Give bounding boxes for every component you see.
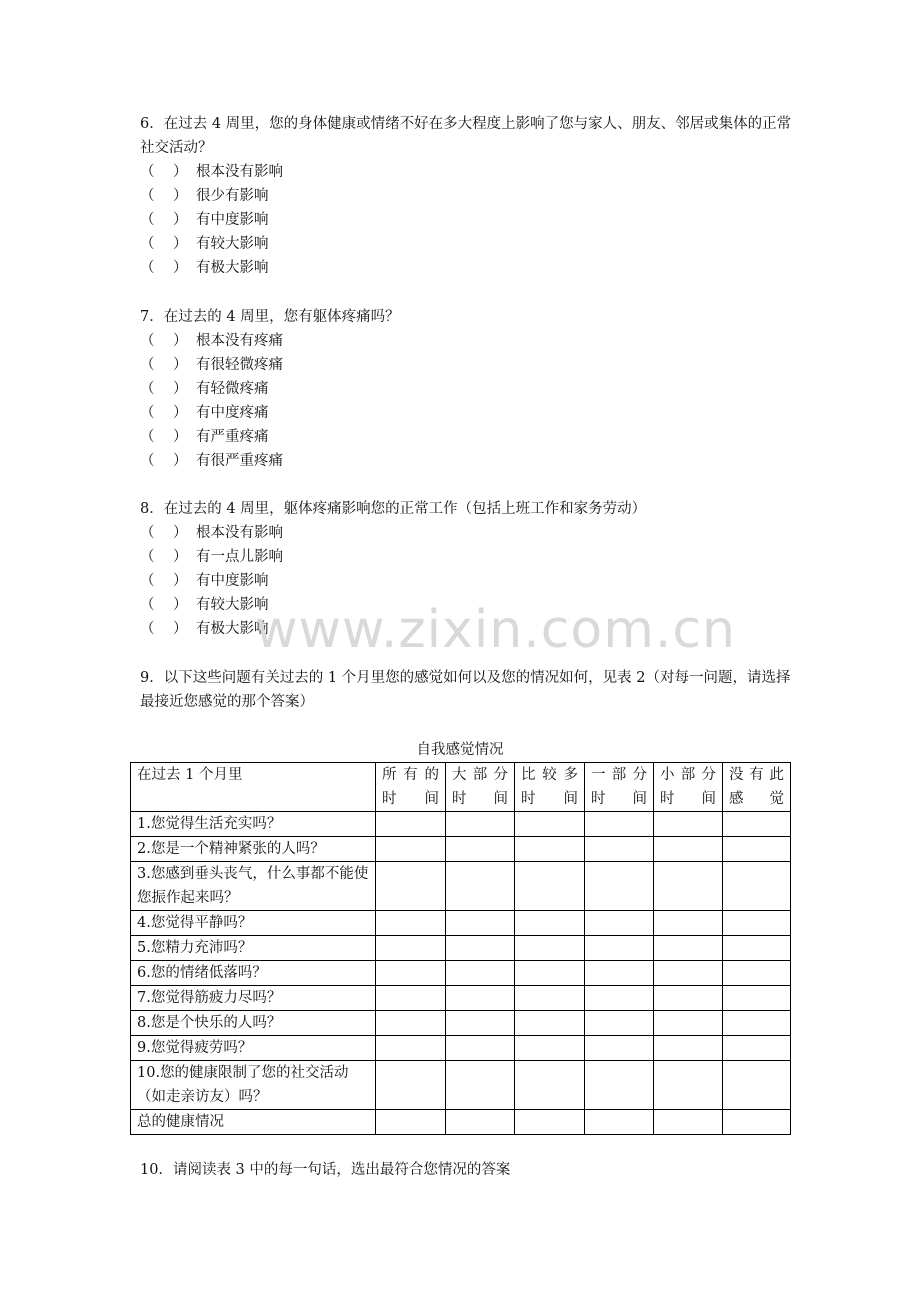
answer-cell[interactable] [654,1061,723,1110]
row-label: 10.您的健康限制了您的社交活动（如走亲访友）吗？ [131,1061,376,1110]
answer-cell[interactable] [585,961,654,986]
answer-cell[interactable] [515,986,585,1011]
option-label: 有较大影响 [196,236,269,252]
answer-cell[interactable] [723,986,791,1011]
column-header: 没有此感觉 [723,763,791,812]
answer-cell[interactable] [376,936,446,961]
table-row [131,812,791,837]
answer-cell[interactable] [585,837,654,862]
answer-cell[interactable] [376,1110,446,1135]
answer-cell[interactable] [515,812,585,837]
answer-cell[interactable] [376,961,446,986]
answer-cell[interactable] [446,961,515,986]
column-header: 一部分时间 [585,763,654,812]
answer-cell[interactable] [654,961,723,986]
question-stem: 7．在过去的 4 周里，您有躯体疼痛吗？ [140,309,400,325]
answer-cell[interactable] [376,1011,446,1036]
answer-cell[interactable] [654,862,723,911]
answer-cell[interactable] [515,1110,585,1135]
answer-cell[interactable] [723,1036,791,1061]
answer-cell[interactable] [446,986,515,1011]
answer-cell[interactable] [515,961,585,986]
answer-cell[interactable] [654,812,723,837]
option-label: 有较大影响 [196,597,269,613]
table-header-row [131,763,791,812]
column-header: 大部分时间 [446,763,515,812]
option-item[interactable]: （ ） 有较大影响 [140,232,800,256]
answer-cell[interactable] [585,911,654,936]
answer-cell[interactable] [654,837,723,862]
answer-cell[interactable] [376,837,446,862]
question-7 [140,305,800,473]
option-item[interactable]: （ ） 有严重疼痛 [140,425,800,449]
option-item[interactable]: （ ） 有极大影响 [140,617,800,641]
option-label: 有很轻微疼痛 [196,357,283,373]
option-item[interactable]: （ ） 有较大影响 [140,593,800,617]
answer-cell[interactable] [515,936,585,961]
question-stem: 9．以下这些问题有关过去的 1 个月里您的感觉如何以及您的情况如何，见表 2（对每一问题，请选择最接近您感觉的那个答案） [140,670,791,710]
answer-cell[interactable] [446,936,515,961]
answer-cell[interactable] [654,1110,723,1135]
self-feeling-table [130,762,791,1135]
table-corner-header: 在过去 1 个月里 [131,763,376,812]
row-label: 9.您觉得疲劳吗？ [131,1036,376,1061]
answer-cell[interactable] [515,837,585,862]
option-item[interactable]: （ ） 有中度影响 [140,569,800,593]
column-header: 比较多时间 [515,763,585,812]
table-row [131,961,791,986]
answer-cell[interactable] [446,1011,515,1036]
option-label: 根本没有影响 [196,164,283,180]
answer-cell[interactable] [515,862,585,911]
answer-cell[interactable] [446,911,515,936]
answer-cell[interactable] [654,1011,723,1036]
question-10: 10．请阅读表 3 中的每一句话，选出最符合您情况的答案 [140,1162,511,1178]
row-label: 总的健康情况 [131,1110,376,1135]
option-label: 有中度影响 [196,573,269,589]
option-label: 根本没有疼痛 [196,333,283,349]
row-label: 5.您精力充沛吗？ [131,936,376,961]
answer-cell[interactable] [723,936,791,961]
watermark-text: www.zixin.com.cn [255,600,736,660]
row-label: 7.您觉得筋疲力尽吗？ [131,986,376,1011]
option-label: 有极大影响 [196,621,269,637]
answer-cell[interactable] [376,1036,446,1061]
answer-cell[interactable] [723,1061,791,1110]
answer-cell[interactable] [723,1011,791,1036]
question-stem: 6．在过去 4 周里，您的身体健康或情绪不好在多大程度上影响了您与家人、朋友、邻居或集体的正常社交活动？ [140,116,792,156]
answer-cell[interactable] [515,1036,585,1061]
question-stem: 8．在过去的 4 周里，躯体疼痛影响您的正常工作（包括上班工作和家务劳动） [140,501,647,517]
option-item[interactable]: （ ） 有中度疼痛 [140,401,800,425]
table-row [131,1061,791,1110]
answer-cell[interactable] [723,812,791,837]
answer-cell[interactable] [446,1061,515,1110]
answer-cell[interactable] [515,911,585,936]
answer-cell[interactable] [376,1061,446,1110]
option-label: 很少有影响 [196,188,269,204]
option-item[interactable]: （ ） 有中度影响 [140,208,800,232]
question-6 [140,112,800,280]
column-header: 小部分时间 [654,763,723,812]
row-label: 1.您觉得生活充实吗？ [131,812,376,837]
option-item[interactable]: （ ） 很少有影响 [140,184,800,208]
table-row [131,837,791,862]
row-label: 2.您是一个精神紧张的人吗？ [131,837,376,862]
table-row [131,936,791,961]
answer-cell[interactable] [446,1110,515,1135]
answer-cell[interactable] [585,1061,654,1110]
option-label: 根本没有影响 [196,525,283,541]
answer-cell[interactable] [376,911,446,936]
answer-cell[interactable] [585,1110,654,1135]
table-row [131,1110,791,1135]
answer-cell[interactable] [585,986,654,1011]
option-label: 有轻微疼痛 [196,381,269,397]
answer-cell[interactable] [376,812,446,837]
table-row [131,1036,791,1061]
answer-cell[interactable] [446,862,515,911]
table-row [131,911,791,936]
table-row [131,986,791,1011]
answer-cell[interactable] [723,1110,791,1135]
answer-cell[interactable] [723,961,791,986]
option-item[interactable]: （ ） 有一点儿影响 [140,545,800,569]
answer-cell[interactable] [515,1011,585,1036]
row-label: 6.您的情绪低落吗？ [131,961,376,986]
option-item[interactable]: （ ） 根本没有疼痛 [140,329,800,353]
table-caption: 自我感觉情况 [416,742,504,758]
option-item[interactable]: （ ） 根本没有影响 [140,160,800,184]
option-item[interactable]: （ ） 有轻微疼痛 [140,377,800,401]
answer-cell[interactable] [585,1036,654,1061]
row-label: 3.您感到垂头丧气，什么事都不能使您振作起来吗？ [131,862,376,911]
option-label: 有极大影响 [196,260,269,276]
answer-cell[interactable] [723,862,791,911]
option-item[interactable]: （ ） 有很轻微疼痛 [140,353,800,377]
answer-cell[interactable] [585,936,654,961]
answer-cell[interactable] [446,837,515,862]
table-row [131,862,791,911]
answer-cell[interactable] [515,1061,585,1110]
row-label: 8.您是个快乐的人吗？ [131,1011,376,1036]
answer-cell[interactable] [723,911,791,936]
answer-cell[interactable] [585,812,654,837]
option-label: 有严重疼痛 [196,429,269,445]
answer-cell[interactable] [376,862,446,911]
option-item[interactable]: （ ） 有很严重疼痛 [140,449,800,473]
answer-cell[interactable] [446,812,515,837]
answer-cell[interactable] [654,911,723,936]
answer-cell[interactable] [654,986,723,1011]
answer-cell[interactable] [585,862,654,911]
option-item[interactable]: （ ） 有极大影响 [140,256,800,280]
option-label: 有一点儿影响 [196,549,283,565]
table-row [131,1011,791,1036]
answer-cell[interactable] [446,1036,515,1061]
answer-cell[interactable] [723,837,791,862]
answer-cell[interactable] [654,936,723,961]
row-label: 4.您觉得平静吗？ [131,911,376,936]
option-item[interactable]: （ ） 根本没有影响 [140,521,800,545]
option-label: 有很严重疼痛 [196,453,283,469]
question-8 [140,497,800,641]
answer-cell[interactable] [585,1011,654,1036]
option-label: 有中度影响 [196,212,269,228]
answer-cell[interactable] [654,1036,723,1061]
column-header: 所有的时间 [376,763,446,812]
answer-cell[interactable] [376,986,446,1011]
question-9 [140,666,800,714]
option-label: 有中度疼痛 [196,405,269,421]
